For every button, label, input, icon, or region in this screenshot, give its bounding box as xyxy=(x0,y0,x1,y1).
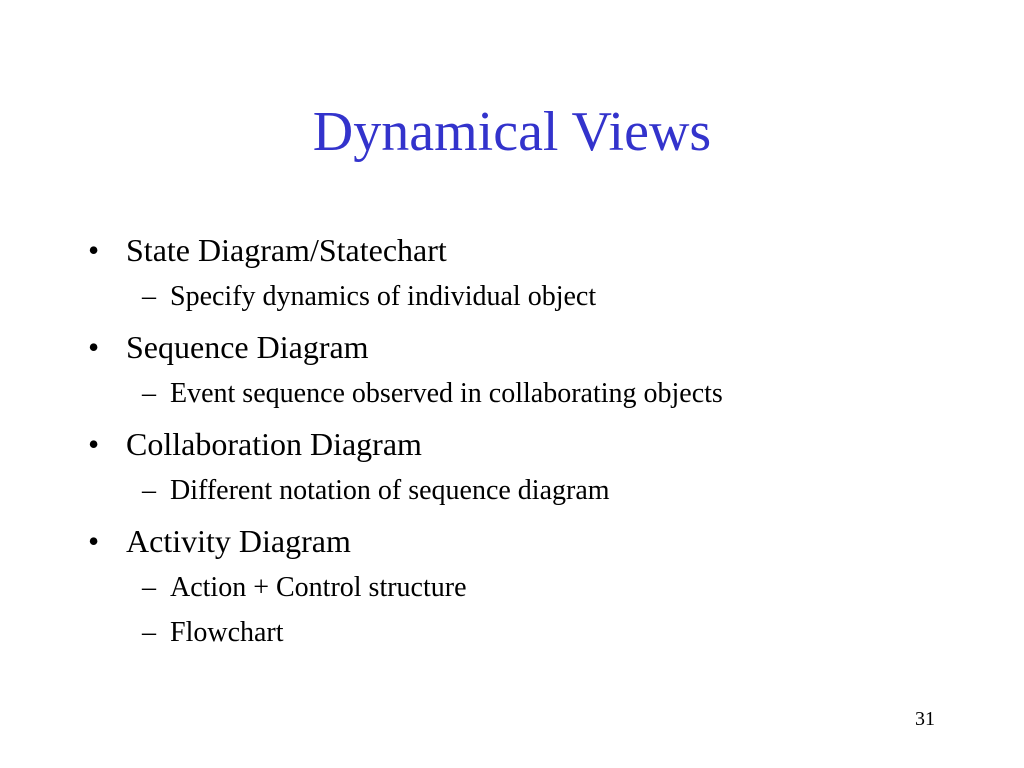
bullet-text: Collaboration Diagram xyxy=(126,426,422,462)
bullet-text: Sequence Diagram xyxy=(126,329,369,365)
sub-bullet-text: Different notation of sequence diagram xyxy=(170,475,610,506)
slide-title: Dynamical Views xyxy=(312,101,712,163)
bullet-marker: • xyxy=(88,329,100,365)
sub-bullet-marker: – xyxy=(142,572,156,603)
bullet-marker: • xyxy=(88,523,100,559)
sub-bullet-text: Flowchart xyxy=(170,617,284,648)
page-number: 31 xyxy=(915,708,935,730)
sub-bullet-marker: – xyxy=(142,378,156,409)
sub-bullet-marker: – xyxy=(142,617,156,648)
sub-bullet-marker: – xyxy=(142,281,156,312)
sub-bullet-text: Specify dynamics of individual object xyxy=(170,281,597,312)
sub-bullet-text: Action + Control structure xyxy=(170,572,467,603)
sub-bullet-text: Event sequence observed in collaborating objects xyxy=(170,378,723,409)
bullet-text: State Diagram/Statechart xyxy=(126,232,447,268)
sub-bullet-marker: – xyxy=(142,475,156,506)
bullet-marker: • xyxy=(88,232,100,268)
bullet-text: Activity Diagram xyxy=(126,523,351,559)
bullet-marker: • xyxy=(88,426,100,462)
